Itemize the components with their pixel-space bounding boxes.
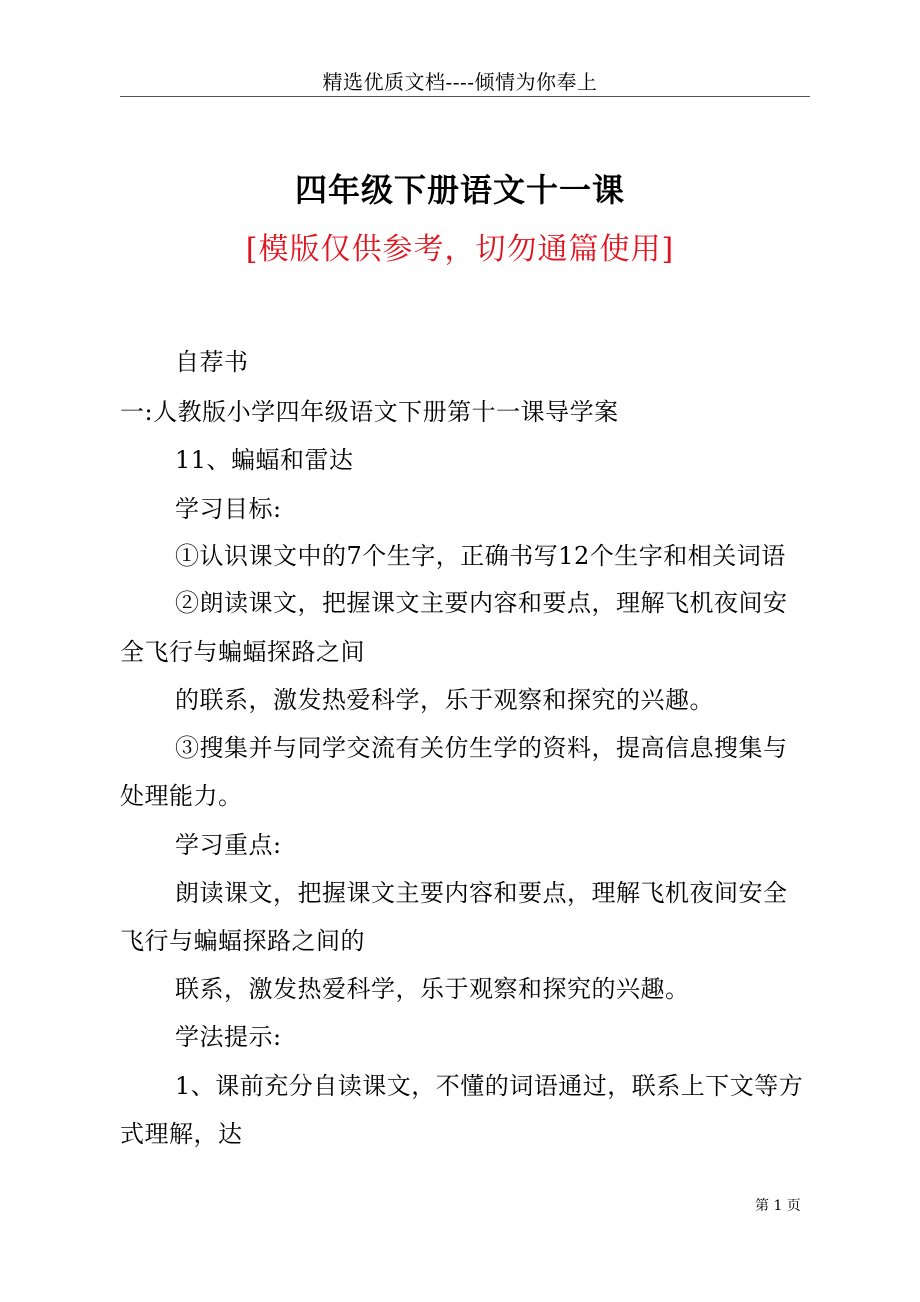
body-line: 的联系，激发热爱科学，乐于观察和探究的兴趣。 — [175, 686, 714, 714]
body-line: ②朗读课文，把握课文主要内容和要点，理解飞机夜间安 — [175, 589, 788, 617]
body-line: 联系，激发热爱科学，乐于观察和探究的兴趣。 — [175, 975, 690, 1003]
page-number: 第 1 页 — [755, 1198, 801, 1214]
document-title: 四年级下册语文十一课 — [294, 171, 625, 209]
body-line: 学法提示: — [175, 1023, 282, 1051]
body-line: 全飞行与蝙蝠探路之间 — [120, 638, 365, 666]
document-subtitle: [模版仅供参考，切勿通篇使用] — [245, 232, 675, 267]
body-line: 自荐书 — [175, 348, 249, 376]
page-header: 精选优质文档----倾情为你奉上 — [322, 70, 598, 94]
body-line: ③搜集并与同学交流有关仿生学的资料，提高信息搜集与 — [175, 734, 788, 762]
body-line: 处理能力。 — [120, 782, 243, 810]
body-line: 飞行与蝙蝠探路之间的 — [120, 927, 365, 955]
body-line: 1、课前充分自读课文，不懂的词语通过，联系上下文等方 — [175, 1072, 804, 1100]
body-line: 式理解，达 — [120, 1120, 243, 1148]
body-line: 学习目标: — [175, 495, 282, 523]
body-line: 朗读课文，把握课文主要内容和要点，理解飞机夜间安全 — [175, 879, 788, 907]
body-line: 11、蝙蝠和雷达 — [175, 446, 354, 474]
body-line: ①认识课文中的7个生字，正确书写12个生字和相关词语 — [175, 542, 786, 570]
body-line: 一:人教版小学四年级语文下册第十一课导学案 — [120, 398, 619, 426]
body-line: 学习重点: — [175, 831, 282, 859]
